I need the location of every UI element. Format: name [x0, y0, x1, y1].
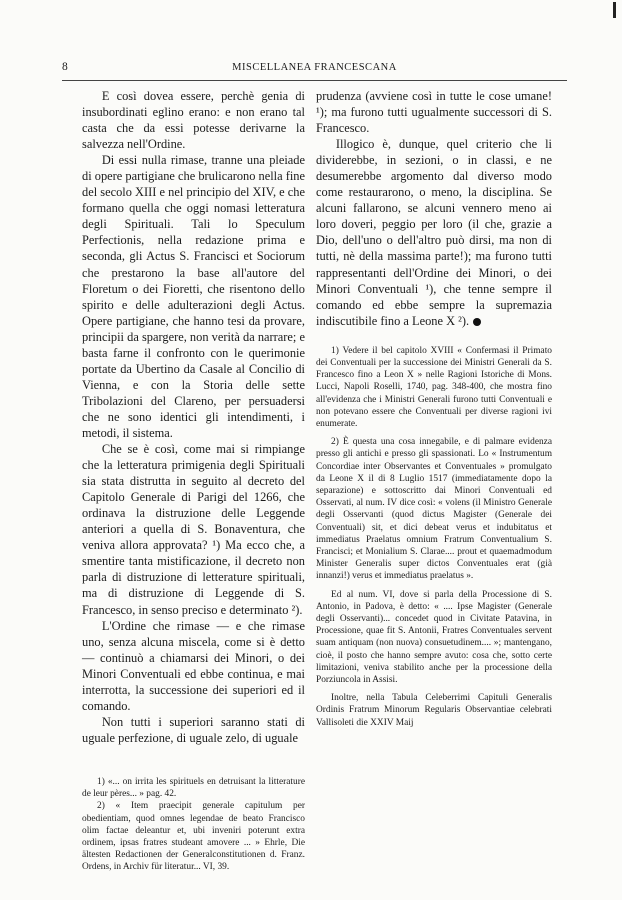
- footnotes: [82, 776, 305, 874]
- footnote: 1) «... on irrita les spirituels en detruisant la litterature de leur pères... » pag. 42.: [82, 776, 305, 800]
- left-column: [82, 88, 305, 874]
- paragraph: [316, 136, 552, 329]
- footnote: 2) È questa una cosa innegabile, e di palmare evidenza presso gli antichi e presso gli spassionati. Lo « Instrumentum Concordiae inter Observantes et Conventuales » promulgato da Leone X il di 8 Luglio 1517 (immediatamente dopo la separazione) e sottoscritto dai Minori Conventuali ed Osservati, al num. IV dice così: « volens (il Ministro Generale degli Osservanti (quod dictus Magister (Generale dei Conventuali) sit, et dici debeat verus et indubitatus et immediatus Praelatus omnium Fratrum Conventualium S. Francisci; et Monialium S. Clarae.... prout et quaemadmodum Minister Generalis super dictos Conventuales erat (già innanzi!) verus et immediatus praelatus ».: [316, 437, 552, 582]
- paragraph: L'Ordine che rimase — e che rimase uno, senza alcuna miscela, come si è detto — continuò a chiamarsi dei Minori, o dei Minori Conventuali ed ebbe continua, e mai interrotta, la successione dei superiori ed il comando.: [82, 618, 305, 713]
- page-number: 8: [62, 61, 68, 73]
- header-rule: [62, 80, 567, 81]
- paragraph: prudenza (avviene così in tutte le cose umane! ¹); ma furono tutti ugualmente successori di S. Francesco.: [316, 89, 552, 136]
- page-header: [62, 61, 567, 77]
- paragraph: E così dovea essere, perchè genia di insubordinati eglino erano: e non erano tal casta che da essi potesse derivarne la salvezza nell'Ordine.: [82, 89, 305, 152]
- paragraph: Che se è così, come mai si rimpiange che la letteratura primigenia degli Spirituali sia stata distrutta in seguito al decreto del Capitolo Generale di Parigi del 1266, che ordinava la distruzione delle Leggende anteriori a quella di S. Bonaventura, che veniva allora approvata? ¹) Ma ecco che, a smentire tanta mistificazione, il decreto non parla di distruzione di letterature spirituali, ma di distruzione di Leggende di S. Francesco, in senso preciso e determinato ²).: [82, 442, 305, 617]
- running-title: MISCELLANEA FRANCESCANA: [232, 62, 397, 73]
- footnote: 1) Vedere il bel capitolo XVIII « Confermasi il Primato dei Conventuali per la successione dei Ministri Generali da S. Francesco fino a Leon X » nelle Ragioni Istoriche di Mons. Lucci, Napoli Roselli, 1740, pag. 348-400, che mostra fino all'evidenza che i Ministri Generali furono tutti Conventuali e non potevano essere che Conventuali per diverse ragioni ivi enumerate.: [316, 345, 552, 429]
- edge-mark: [613, 2, 616, 18]
- paragraph: Non tutti i superiori saranno stati di uguale perfezione, di uguale zelo, di uguale: [82, 714, 305, 745]
- right-column: [316, 88, 552, 729]
- footnote: Ed al num. VI, dove si parla della Processione di S. Antonio, in Padova, è detto: « .... Ipse Magister (Generale degli Osservanti)... concedet quod in Civitate Patavina, in Processione, quae fit S. Antonii, Fratres Conventuales servent suam antiquam (non nuova) consuetudinem.... »; mantengano, cioè, il posto che hanno sempre avuto: cosa che, sotto certe limitazioni, veniva stabilito anche per la processione della Porziuncola in Assisi.: [316, 589, 552, 685]
- footnote: 2) « Item praecipit generale capitulum per obedientiam, quod omnes legendae de beato Francisco olim factae deleantur et, ubi inveniri poterunt extra ordinem, ipsas fratres studeant amovere ... » Ehrle, Die ältesten Redactionen der Generalconstitutionen d. Franz. Ordens, in Archiv für literatur... VI, 39.: [82, 801, 305, 873]
- footnotes: [316, 345, 552, 729]
- paragraph-text: Illogico è, dunque, quel criterio che li dividerebbe, in sezioni, o in classi, e ne desumerebbe argomento dal diverso modo come restaurarono, o meno, la disciplina. Se alcuni fallarono, se alcuni vennero meno ai loro doveri, peggio per loro (il che, grazie a Dio, dell'uno o dell'altro può dirsi, ma non di tutti, nè della massima parte!); ma furono tutti rappresentanti dell'Ordine dei Minori, o dei Minori Conventuali ¹), che tenne sempre il comando ed ebbe sempre la supremazia indiscutibile fino a Leone X ²).: [316, 137, 552, 328]
- paragraph: Di essi nulla rimase, tranne una pleiade di opere partigiane che brulicarono nella fine del secolo XIII e nel principio del XIV, e che formano quella che oggi nomasi letteratura degli Spirituali. Tali lo Speculum Perfectionis, nella redazione prima e seconda, gli Actus S. Francisci et Sociorum che prestarono la base all'autore del Floretum o dei Fioretti, che risentono dello spirito e delle adulterazioni degli Actus. Opere partigiane, che hanno tesi da provare, principii da spargere, non verità da narrare; e basta farne il confronto con le querimonie portate da Ubertino da Casale al Concilio di Vienna, e con la Storia delle sette Tribolazioni del Clareno, per persuadersi che ne sono identici gli intendimenti, i metodi, il sistema.: [82, 153, 305, 440]
- ink-blot: [473, 318, 481, 326]
- footnote: Inoltre, nella Tabula Celeberrimi Capituli Generalis Ordinis Fratrum Minorum Regularis Observantiae celebrati Vallisoleti die XXIV Maij: [316, 693, 552, 728]
